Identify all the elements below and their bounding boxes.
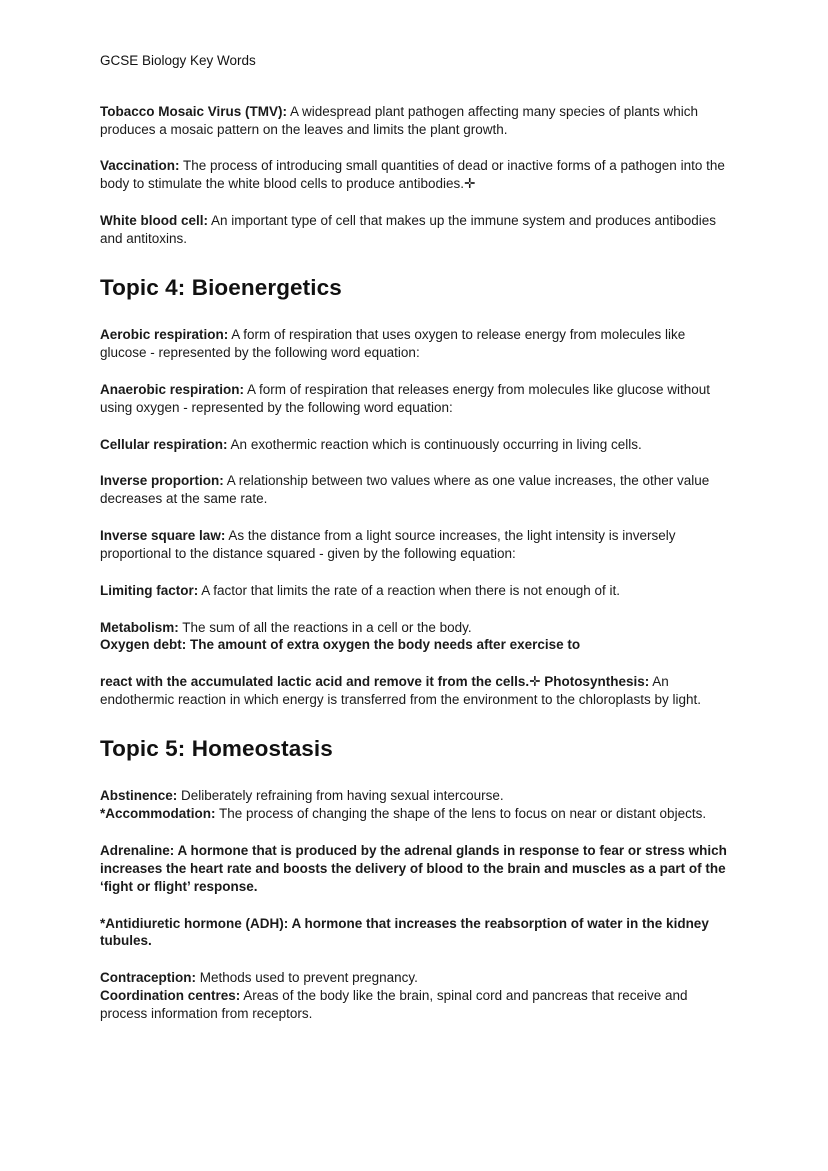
key-term: Limiting factor: [100,582,199,598]
definition-text: A form of respiration that releases energy from molecules like glucose without using oxygen - represented by the following word equation: [100,382,714,415]
paragraph [100,212,730,248]
paragraph [100,436,730,454]
topic-heading: Topic 5: Homeostasis [100,735,333,761]
paragraph [100,472,730,508]
definition-text: A relationship between two values where as one value increases, the other value decreases at the same rate. [100,473,714,507]
definition-text: An important type of cell that makes up the immune system and produces antibodies and antitoxins. [100,213,720,246]
paragraph [100,969,730,1022]
key-term: *Accommodation: [100,806,216,822]
paragraph [100,527,730,563]
key-term: Anaerobic respiration: [100,382,245,397]
definition-text: A form of respiration that uses oxygen to release energy from molecules like glucose - represented by the following word equation: [100,327,690,361]
key-term: Cellular respiration: [100,436,228,452]
key-term: Adrenaline: A hormone that is produced by the adrenal glands in response to fear or stress which increases the heart rate and boosts the delivery of blood to the brain and muscles as a part of the ‘fight or flight’ response. [100,843,731,894]
paragraph [100,619,730,655]
definition-text: The process of introducing small quantities of dead or inactive forms of a pathogen into the body to stimulate the white blood cells to produce antibodies.✛ [100,158,729,192]
key-term: Tobacco Mosaic Virus (TMV): [100,103,288,119]
key-term: Vaccination: [100,158,180,174]
definition-text: As the distance from a light source increases, the light intensity is inversely proportional to the distance squared - given by the following equation: [100,528,680,561]
paragraph [100,326,730,362]
definition-text: An endothermic reaction in which energy is transferred from the environment to the chloroplasts by light. [100,674,702,707]
paragraph [100,842,730,895]
key-term: Oxygen debt: The amount of extra oxygen the body needs after exercise to [100,637,581,653]
key-term: *Antidiuretic hormone (ADH): A hormone that increases the reabsorption of water in the kidney tubules. [100,915,713,949]
document-header: GCSE Biology Key Words [100,53,256,68]
paragraph [100,381,730,417]
document-body [100,103,730,1023]
paragraph [100,582,730,600]
definition-text: Areas of the body like the brain, spinal cord and pancreas that receive and process information from receptors. [100,987,692,1021]
key-term: Coordination centres: [100,987,241,1003]
topic-heading: Topic 4: Bioenergetics [100,274,342,300]
key-term: Inverse proportion: [100,473,224,489]
key-term: Aerobic respiration: [100,327,229,343]
definition-text: The process of changing the shape of the lens to focus on near or distant objects. [215,806,707,822]
definition-text: An exothermic reaction which is continuously occurring in living cells. [227,436,642,452]
key-term: react with the accumulated lactic acid and remove it from the cells.✛ Photosynthesis: [100,674,650,690]
paragraph [100,157,730,193]
definition-text: A factor that limits the rate of a reaction when there is not enough of it. [198,582,620,598]
paragraph [100,673,730,709]
key-term: Metabolism: [100,619,179,635]
key-term: Inverse square law: [100,528,226,544]
key-term: Contraception: [100,970,196,986]
paragraph [100,103,730,139]
key-term: White blood cell: [100,213,208,229]
definition-text: Deliberately refraining from having sexual intercourse. [177,788,504,804]
definition-text: The sum of all the reactions in a cell or the body. [178,619,472,635]
paragraph [100,915,730,951]
paragraph [100,787,730,823]
key-term: Abstinence: [100,788,178,804]
definition-text: A widespread plant pathogen affecting many species of plants which produces a mosaic pattern on the leaves and limits the plant growth. [100,103,702,137]
definition-text: Methods used to prevent pregnancy. [196,970,418,986]
